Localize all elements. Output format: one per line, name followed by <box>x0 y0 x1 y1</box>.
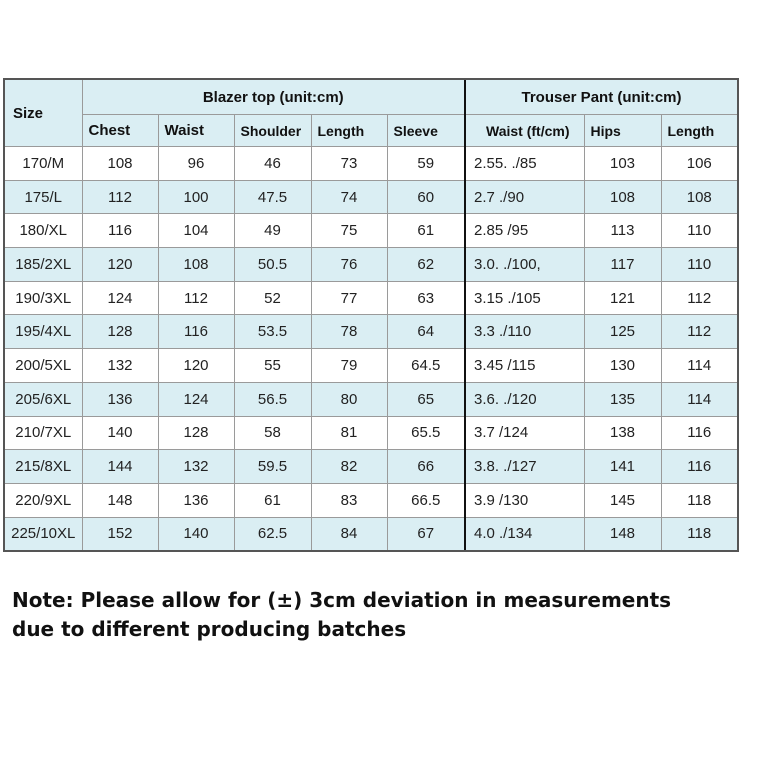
cell-sleeve: 62 <box>387 248 465 282</box>
deviation-note: Note: Please allow for (±) 3cm deviation in measurements due to different producing batches <box>12 588 672 641</box>
cell-pant-length: 106 <box>661 147 738 181</box>
cell-pant-waist: 2.55. ./85 <box>465 147 584 181</box>
cell-length: 79 <box>311 349 387 383</box>
cell-chest: 152 <box>82 517 158 551</box>
cell-size: 215/8XL <box>4 450 82 484</box>
cell-pant-waist: 2.7 ./90 <box>465 180 584 214</box>
cell-waist: 128 <box>158 416 234 450</box>
cell-size: 180/XL <box>4 214 82 248</box>
table-row <box>4 483 738 517</box>
cell-waist: 132 <box>158 450 234 484</box>
cell-size: 225/10XL <box>4 517 82 551</box>
cell-hips: 135 <box>584 382 661 416</box>
cell-pant-waist: 3.8. ./127 <box>465 450 584 484</box>
col-chest: Chest <box>82 115 158 147</box>
table-row <box>4 382 738 416</box>
cell-pant-waist: 3.45 /115 <box>465 349 584 383</box>
cell-chest: 108 <box>82 147 158 181</box>
cell-shoulder: 59.5 <box>234 450 311 484</box>
col-shoulder: Shoulder <box>234 115 311 147</box>
cell-waist: 96 <box>158 147 234 181</box>
cell-hips: 121 <box>584 281 661 315</box>
col-pant-length: Length <box>661 115 738 147</box>
cell-pant-length: 114 <box>661 349 738 383</box>
cell-sleeve: 64 <box>387 315 465 349</box>
cell-length: 84 <box>311 517 387 551</box>
cell-hips: 138 <box>584 416 661 450</box>
cell-pant-waist: 3.9 /130 <box>465 483 584 517</box>
cell-pant-length: 110 <box>661 248 738 282</box>
cell-pant-waist: 2.85 /95 <box>465 214 584 248</box>
col-sleeve: Sleeve <box>387 115 465 147</box>
cell-waist: 120 <box>158 349 234 383</box>
cell-size: 220/9XL <box>4 483 82 517</box>
cell-sleeve: 59 <box>387 147 465 181</box>
cell-length: 83 <box>311 483 387 517</box>
cell-sleeve: 60 <box>387 180 465 214</box>
cell-size: 190/3XL <box>4 281 82 315</box>
cell-size: 210/7XL <box>4 416 82 450</box>
table-row <box>4 147 738 181</box>
cell-chest: 136 <box>82 382 158 416</box>
table-row <box>4 180 738 214</box>
cell-size: 200/5XL <box>4 349 82 383</box>
trouser-group-header: Trouser Pant (unit:cm) <box>465 79 738 115</box>
table-row <box>4 517 738 551</box>
cell-shoulder: 47.5 <box>234 180 311 214</box>
cell-size: 170/M <box>4 147 82 181</box>
cell-length: 80 <box>311 382 387 416</box>
table-row <box>4 416 738 450</box>
cell-length: 81 <box>311 416 387 450</box>
cell-chest: 132 <box>82 349 158 383</box>
cell-length: 82 <box>311 450 387 484</box>
cell-length: 76 <box>311 248 387 282</box>
cell-pant-length: 118 <box>661 517 738 551</box>
cell-shoulder: 50.5 <box>234 248 311 282</box>
col-hips: Hips <box>584 115 661 147</box>
cell-pant-waist: 4.0 ./134 <box>465 517 584 551</box>
cell-sleeve: 66 <box>387 450 465 484</box>
table-row <box>4 281 738 315</box>
cell-hips: 145 <box>584 483 661 517</box>
cell-sleeve: 63 <box>387 281 465 315</box>
col-length: Length <box>311 115 387 147</box>
cell-pant-waist: 3.6. ./120 <box>465 382 584 416</box>
cell-chest: 112 <box>82 180 158 214</box>
col-pant-waist: Waist (ft/cm) <box>465 115 584 147</box>
cell-shoulder: 46 <box>234 147 311 181</box>
cell-shoulder: 52 <box>234 281 311 315</box>
cell-length: 78 <box>311 315 387 349</box>
cell-pant-waist: 3.7 /124 <box>465 416 584 450</box>
cell-hips: 148 <box>584 517 661 551</box>
cell-chest: 116 <box>82 214 158 248</box>
cell-hips: 113 <box>584 214 661 248</box>
cell-length: 74 <box>311 180 387 214</box>
cell-waist: 136 <box>158 483 234 517</box>
table-row <box>4 315 738 349</box>
cell-hips: 125 <box>584 315 661 349</box>
cell-shoulder: 55 <box>234 349 311 383</box>
cell-pant-waist: 3.15 ./105 <box>465 281 584 315</box>
cell-shoulder: 49 <box>234 214 311 248</box>
cell-sleeve: 65.5 <box>387 416 465 450</box>
cell-hips: 103 <box>584 147 661 181</box>
cell-pant-length: 116 <box>661 450 738 484</box>
cell-size: 175/L <box>4 180 82 214</box>
size-chart-table <box>3 78 739 552</box>
cell-sleeve: 65 <box>387 382 465 416</box>
cell-chest: 140 <box>82 416 158 450</box>
cell-chest: 148 <box>82 483 158 517</box>
cell-waist: 100 <box>158 180 234 214</box>
cell-shoulder: 56.5 <box>234 382 311 416</box>
cell-hips: 108 <box>584 180 661 214</box>
cell-waist: 116 <box>158 315 234 349</box>
cell-waist: 112 <box>158 281 234 315</box>
table-row <box>4 214 738 248</box>
cell-waist: 108 <box>158 248 234 282</box>
cell-chest: 144 <box>82 450 158 484</box>
cell-pant-length: 114 <box>661 382 738 416</box>
cell-sleeve: 66.5 <box>387 483 465 517</box>
cell-hips: 117 <box>584 248 661 282</box>
cell-hips: 141 <box>584 450 661 484</box>
cell-chest: 124 <box>82 281 158 315</box>
cell-size: 205/6XL <box>4 382 82 416</box>
cell-pant-waist: 3.0. ./100, <box>465 248 584 282</box>
table-row <box>4 248 738 282</box>
cell-chest: 120 <box>82 248 158 282</box>
cell-waist: 104 <box>158 214 234 248</box>
cell-sleeve: 67 <box>387 517 465 551</box>
size-header: Size <box>4 79 82 147</box>
blazer-group-header: Blazer top (unit:cm) <box>82 79 465 115</box>
cell-length: 77 <box>311 281 387 315</box>
cell-length: 75 <box>311 214 387 248</box>
cell-shoulder: 58 <box>234 416 311 450</box>
cell-shoulder: 53.5 <box>234 315 311 349</box>
col-waist: Waist <box>158 115 234 147</box>
cell-waist: 140 <box>158 517 234 551</box>
cell-pant-length: 112 <box>661 315 738 349</box>
cell-pant-length: 112 <box>661 281 738 315</box>
cell-chest: 128 <box>82 315 158 349</box>
cell-pant-length: 110 <box>661 214 738 248</box>
cell-size: 195/4XL <box>4 315 82 349</box>
cell-waist: 124 <box>158 382 234 416</box>
cell-size: 185/2XL <box>4 248 82 282</box>
cell-shoulder: 61 <box>234 483 311 517</box>
cell-pant-waist: 3.3 ./110 <box>465 315 584 349</box>
cell-length: 73 <box>311 147 387 181</box>
cell-sleeve: 61 <box>387 214 465 248</box>
cell-hips: 130 <box>584 349 661 383</box>
table-row <box>4 450 738 484</box>
cell-shoulder: 62.5 <box>234 517 311 551</box>
cell-pant-length: 108 <box>661 180 738 214</box>
table-row <box>4 349 738 383</box>
cell-pant-length: 116 <box>661 416 738 450</box>
cell-pant-length: 118 <box>661 483 738 517</box>
cell-sleeve: 64.5 <box>387 349 465 383</box>
